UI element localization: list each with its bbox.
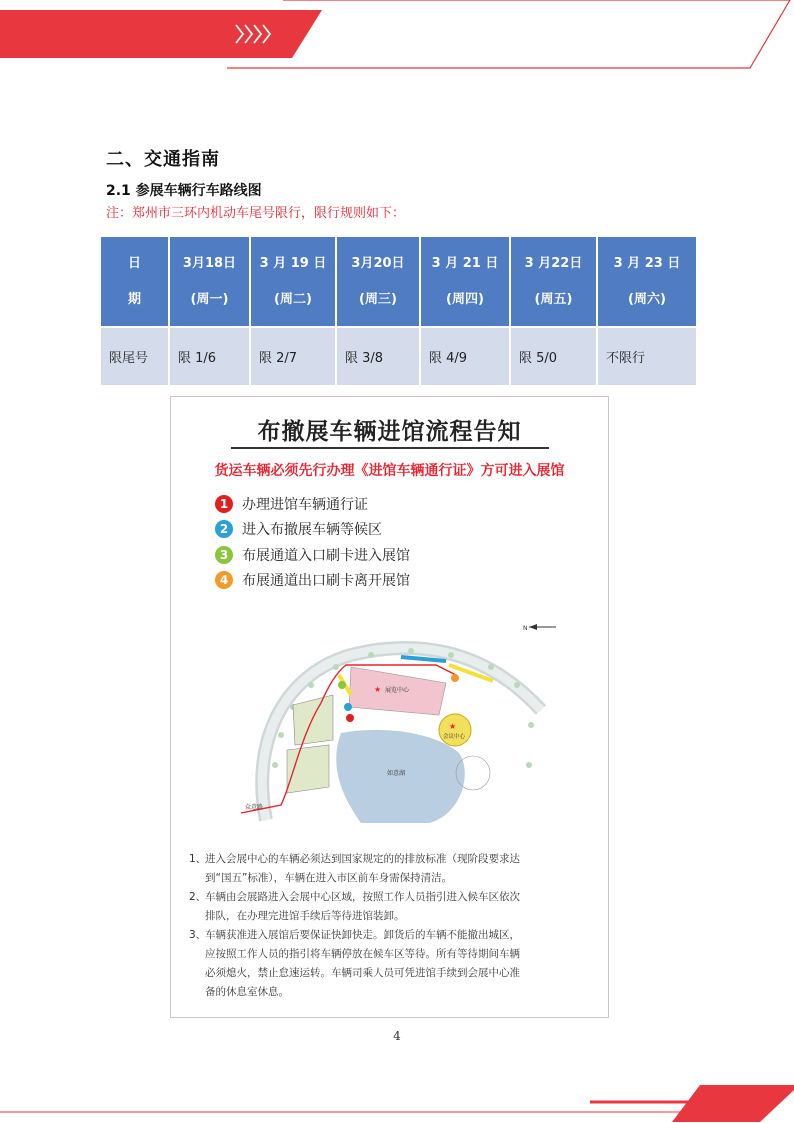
list-item	[189, 850, 594, 888]
north-label: N	[523, 625, 528, 632]
rule-number: 3、	[189, 929, 207, 941]
section-title: 二、交通指南	[106, 149, 220, 170]
step-number-badge: 4	[215, 571, 233, 589]
header-red-band	[0, 10, 322, 58]
list-item	[215, 517, 410, 543]
list-item	[189, 888, 594, 926]
rule-line: 必须熄火，禁止怠速运转。车辆司乘人员可凭进馆手续到会展中心准	[205, 967, 520, 979]
rule-cell: 限 5/0	[510, 327, 597, 385]
date-label: 3 月 21 日	[431, 255, 499, 271]
rule-cell: 限 2/7	[250, 327, 336, 385]
road-label: 众意路	[245, 804, 264, 811]
site-route-map	[211, 615, 571, 825]
north-arrow-icon	[523, 624, 556, 632]
step-label: 布展通道出口刷卡离开展馆	[242, 573, 410, 590]
date-cell	[510, 237, 597, 327]
star-icon: ★	[449, 722, 457, 731]
step-label: 布展通道入口刷卡进入展馆	[242, 547, 410, 564]
table-header-row	[101, 237, 696, 327]
list-item	[215, 542, 410, 568]
date-label: 3 月 23 日	[613, 255, 681, 271]
rule-line: 车辆获准进入展馆后要保证快卸快走。卸货后的车辆不能撤出城区，	[205, 929, 520, 941]
notice-title: 布撤展车辆进馆流程告知	[257, 419, 522, 445]
subsection-title: 2.1 参展车辆行车路线图	[106, 183, 262, 199]
step-number-badge: 3	[215, 546, 233, 564]
title-divider	[231, 447, 549, 449]
rule-line: 车辆由会展路进入会展中心区域，按照工作人员指引进入候车区依次	[205, 891, 520, 903]
step-marker	[346, 714, 354, 722]
date-cell	[420, 237, 510, 327]
page-number: 4	[393, 1029, 401, 1043]
rule-cell: 限 4/9	[420, 327, 510, 385]
weekday-label: (周四)	[446, 291, 484, 307]
restriction-note: 注：郑州市三环内机动车尾号限行，限行规则如下：	[106, 206, 406, 221]
date-label: 3 月 19 日	[259, 255, 327, 271]
list-item	[189, 926, 594, 1002]
weekday-label: (周六)	[628, 291, 666, 307]
vehicle-notice-figure	[170, 396, 609, 1018]
step-marker	[338, 681, 346, 689]
rule-number: 1、	[189, 853, 207, 865]
rule-line: 到“国五”标准），车辆在进入市区前车身需保持清洁。	[205, 872, 453, 884]
rule-line: 备的休息室休息。	[205, 986, 289, 998]
lake-label: 如意湖	[387, 770, 406, 777]
rule-line: 排队，在办理完进馆手续后等待进馆装卸。	[205, 910, 405, 922]
star-icon: ★	[374, 685, 382, 694]
step-label: 办理进馆车辆通行证	[242, 496, 368, 513]
date-header-cell	[101, 237, 169, 327]
weekday-label: (周一)	[190, 291, 229, 307]
date-cell	[597, 237, 696, 327]
step-list	[215, 491, 410, 593]
convention-label: 会议中心	[443, 734, 466, 740]
step-number-badge: 2	[215, 520, 233, 538]
date-cell	[336, 237, 420, 327]
weekday-label: (周二)	[274, 291, 312, 307]
date-label: 3 月22日	[524, 255, 583, 271]
expo-label: 展览中心	[385, 687, 410, 694]
weekday-label: (周五)	[534, 291, 573, 307]
rule-cell: 限 1/6	[169, 327, 250, 385]
list-item	[215, 568, 410, 594]
step-marker	[451, 674, 459, 682]
date-cell	[250, 237, 336, 327]
date-cell	[169, 237, 250, 327]
green-plot	[293, 695, 333, 745]
date-label: 3月20日	[351, 255, 405, 271]
restriction-table	[101, 237, 696, 385]
rule-cell: 限 3/8	[336, 327, 420, 385]
step-number-badge: 1	[215, 495, 233, 513]
header-label: 期	[127, 291, 141, 307]
weekday-label: (周三)	[359, 291, 397, 307]
row-label-cell: 限尾号	[101, 327, 169, 385]
rule-cell: 不限行	[597, 327, 696, 385]
rule-line: 进入会展中心的车辆必须达到国家规定的的排放标准（现阶段要求达	[205, 853, 520, 865]
list-item	[215, 491, 410, 517]
date-label: 3月18日	[182, 255, 237, 271]
rule-number: 2、	[189, 891, 207, 903]
table-row	[101, 327, 696, 385]
rule-line: 应按照工作人员的指引将车辆停放在候车区等待。所有等待期间车辆	[205, 948, 520, 960]
vehicle-rules	[189, 850, 594, 1002]
notice-subtitle: 货运车辆必须先行办理《进馆车辆通行证》方可进入展馆	[214, 463, 565, 479]
step-marker	[344, 703, 352, 711]
step-label: 进入布撤展车辆等候区	[242, 522, 382, 539]
header-label: 日	[127, 255, 141, 271]
